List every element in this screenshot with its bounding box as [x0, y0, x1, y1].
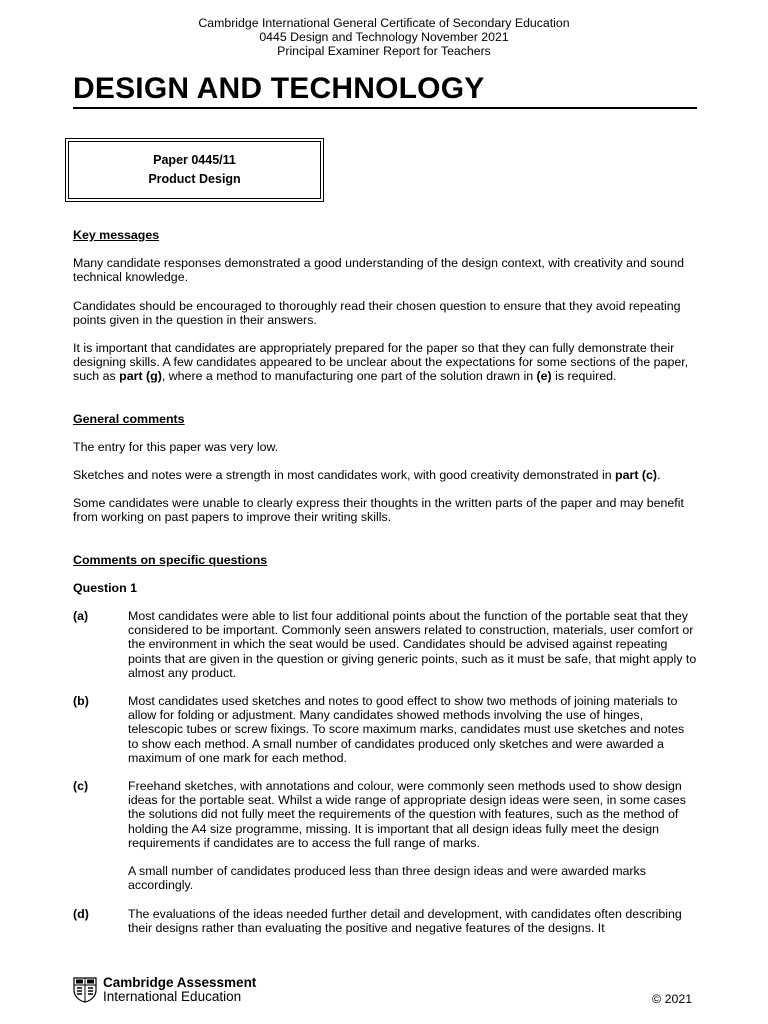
question-part-b [73, 694, 697, 765]
part-a-text: Most candidates were able to list four additional points about the function of the portable seat that they considered to be important. Commonly seen answers related to construction, materials, user comfort or the environment in which the seat would be used. Candidates should be advised against repeating points that are given in the question or giving generic points, such as it must be safe, that might apply to almost any product. [128, 609, 697, 680]
paper-name: Product Design [148, 172, 241, 186]
part-c-label: (c) [73, 779, 89, 794]
header-line-2: 0445 Design and Technology November 2021 [259, 30, 509, 44]
cambridge-shield-icon [73, 977, 97, 1003]
cambridge-logo [73, 976, 256, 1004]
key-messages-paragraph-2: Candidates should be encouraged to thoroughly read their chosen question to ensure that they avoid repeating points given in the question in their answers. [73, 298, 681, 327]
km-p3-text-c: , where a method to manufacturing one part of the solution drawn in [161, 369, 537, 384]
general-comments-heading: General comments [73, 411, 185, 426]
general-comments-paragraph-2 [73, 468, 697, 482]
logo-line-1: Cambridge Assessment [103, 975, 257, 990]
part-c-text: Freehand sketches, with annotations and colour, were commonly seen methods used to show design ideas for the portable seat. Whilst a wide range of appropriate design ideas were seen, in some cases the solutions did not fully meet the requirements of the question with features, such as the method of holding the A4 size programme, missing. It is important that all design ideas fully meet the design requirements if candidates are to access the full range of marks. [128, 779, 686, 850]
header-line-1: Cambridge International General Certificate of Secondary Education [198, 16, 570, 30]
specific-questions-heading: Comments on specific questions [73, 552, 268, 567]
question-part-d [73, 907, 697, 935]
gc-p2-bold-part-c: part (c) [615, 468, 658, 483]
km-p3-bold-e: (e) [536, 369, 552, 384]
question-part-a [73, 609, 697, 680]
question-part-c [73, 779, 697, 892]
part-c-text-2: A small number of candidates produced less than three design ideas and were awarded marks accordingly. [128, 864, 646, 893]
general-comments-paragraph-3: Some candidates were unable to clearly express their thoughts in the written parts of the paper and may benefit from working on past papers to improve their writing skills. [73, 496, 684, 525]
report-body [73, 228, 697, 949]
part-a-label: (a) [73, 609, 89, 624]
km-p3-text-a: It is important that candidates are appropriately prepared for the paper so that they can fully demonstrate their designing skills. A few candidates appeared to be unclear about the expectations for some sections of the paper, such as [73, 341, 689, 384]
part-d-text: The evaluations of the ideas needed further detail and development, with candidates often describing their designs rather than evaluating the positive and negative features of the designs. It [128, 906, 682, 935]
copyright: © 2021 [652, 992, 693, 1006]
report-header [0, 16, 768, 58]
logo-line-2: International Education [103, 989, 242, 1004]
km-p3-bold-part-g: part (g) [119, 369, 162, 384]
key-messages-heading: Key messages [73, 228, 160, 242]
question-1-heading: Question 1 [73, 580, 138, 595]
part-c-body [128, 779, 697, 892]
part-b-text: Most candidates used sketches and notes to good effect to show two methods of joining materials to allow for folding or adjustment. Many candidates showed methods involving the use of hinges, telescopic tubes or screw fixings. To score maximum marks, candidates must use sketches and notes to show each method. A small number of candidates produced only sketches and were awarded a maximum of one mark for each method. [128, 694, 685, 765]
gc-p2-text-a: Sketches and notes were a strength in most candidates work, with good creativity demonstrated in [73, 468, 616, 483]
paper-box [65, 138, 324, 202]
general-comments-paragraph-1: The entry for this paper was very low. [73, 439, 279, 454]
page-title: DESIGN AND TECHNOLOGY [73, 72, 697, 109]
header-line-3: Principal Examiner Report for Teachers [277, 44, 491, 58]
paper-code: Paper 0445/11 [153, 153, 236, 167]
gc-p2-text-c: . [657, 468, 661, 483]
part-d-label: (d) [73, 906, 89, 921]
key-messages-paragraph-3 [73, 341, 697, 384]
part-b-label: (b) [73, 694, 89, 709]
paper-box-inner [68, 141, 321, 199]
logo-text [103, 976, 256, 1004]
key-messages-paragraph-1: Many candidate responses demonstrated a good understanding of the design context, with creativity and sound technical knowledge. [73, 256, 684, 285]
km-p3-text-e: is required. [551, 369, 617, 384]
